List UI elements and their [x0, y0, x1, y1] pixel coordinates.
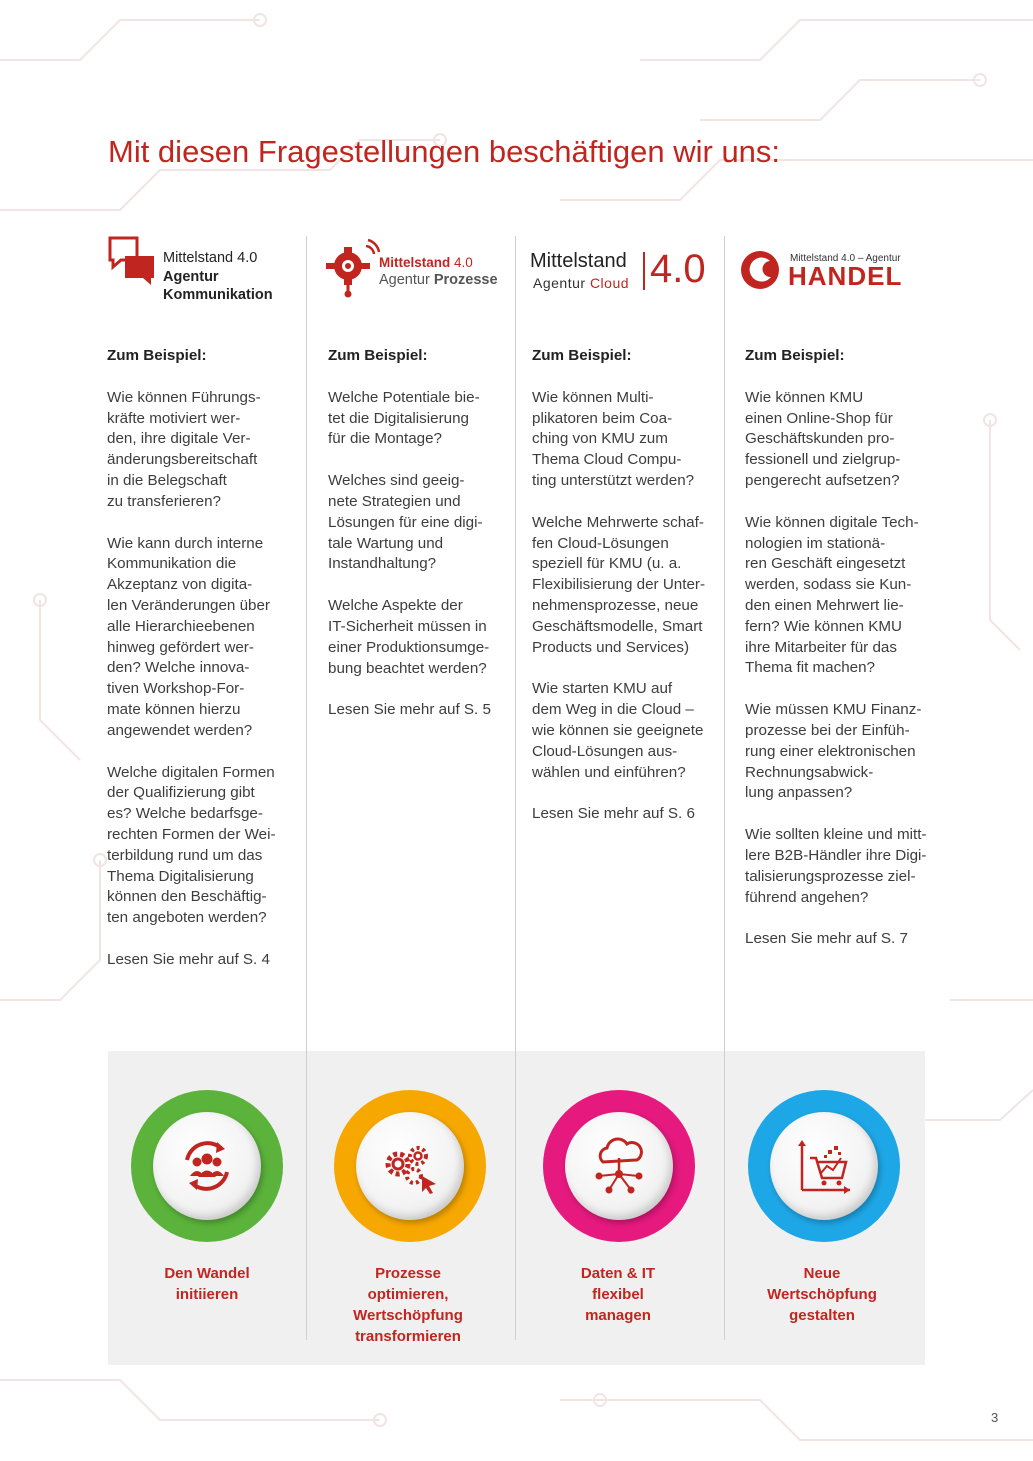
logo-prozesse-version: 4.0: [454, 255, 473, 270]
column-divider-2: [515, 236, 516, 1340]
column-paragraph: Wie starten KMU auf dem Weg in die Cloud – wie können sie geeignete Cloud-Lösungen aus- wählen und einführen?: [532, 680, 704, 781]
page-title: Mit diesen Fragestellungen beschäftigen wir uns:: [108, 134, 781, 169]
cart-chart-icon: [794, 1136, 854, 1196]
column-paragraph: Wie kann durch interne Kommunikation die Akzeptanz von digita- len Veränderungen über alle Hierarchieebenen hinweg gefördert wer- den? Welche innova- tiven Workshop-For- mate können hierzu angewendet werden?: [107, 534, 270, 739]
logo-kommunikation-line1: Mittelstand 4.0: [163, 250, 258, 266]
caption-wandel: Den Wandel initiieren: [164, 1265, 250, 1303]
circle-wandel: [131, 1090, 283, 1242]
column-paragraph: Welche Potentiale bie- tet die Digitalisierung für die Montage?: [328, 388, 480, 448]
circle-prozesse: [334, 1090, 486, 1242]
read-more-text: Lesen Sie mehr auf S. 4: [107, 950, 270, 968]
column-divider-3: [724, 236, 725, 1340]
column-paragraph: Welches sind geeig- nete Strategien und Lösungen für eine digi- tale Wartung und Instandhaltung?: [328, 472, 483, 573]
logo-cloud-prefix: Agentur: [533, 275, 586, 291]
column-paragraph: Wie können digitale Tech- nologien im stationä- ren Geschäft eingesetzt werden, sodass sie Kun- den einen Mehrwert lie- fern? Wie können KMU ihre Mitarbeiter für das Thema fit machen?: [745, 513, 919, 677]
logo-handel: [740, 250, 910, 290]
column-label: Zum Beispiel:: [532, 347, 632, 364]
logo-kommunikation-line3: Kommunikation: [163, 287, 273, 303]
circle-cloud: [543, 1090, 695, 1242]
column-paragraph: Wie können Multi- plikatoren beim Coa- ching von KMU zum Thema Cloud Compu- ting unterstützt werden?: [532, 388, 695, 489]
logo-cloud-name: Cloud: [589, 275, 630, 291]
logo-prozesse-name: Prozesse: [433, 272, 498, 288]
column-paragraph: Welche Aspekte der IT-Sicherheit müssen in einer Produktionsumge- bung beachtet werden?: [328, 597, 490, 677]
column-paragraph: Wie müssen KMU Finanz- prozesse bei der Einfüh- rung einer elektronischen Rechnungsabwick- lung anpassen?: [745, 701, 922, 802]
logo-cloud: [530, 246, 710, 296]
page-number: 3: [991, 1410, 999, 1425]
read-more-text: Lesen Sie mehr auf S. 6: [532, 805, 695, 823]
read-more-text: Lesen Sie mehr auf S. 5: [328, 701, 491, 719]
column-label: Zum Beispiel:: [107, 347, 207, 364]
column-paragraph: Welche digitalen Formen der Qualifizierung gibt es? Welche bedarfsge- rechten Formen der Wei- terbildung rund um das Thema Digitalisierung können den Beschäftig- ten angeboten werden?: [107, 763, 276, 927]
logo-handel-top: Mittelstand 4.0 – Agentur: [790, 253, 901, 264]
logo-prozesse-brand: Mittelstand: [379, 255, 451, 270]
column-label: Zum Beispiel:: [328, 347, 428, 364]
gears-cursor-icon: [380, 1136, 440, 1196]
column-handel: [745, 346, 945, 950]
logo-cloud-version: 4.0: [650, 247, 706, 291]
caption-handel: Neue Wertschöpfung gestalten: [767, 1265, 877, 1324]
column-paragraph: Wie können KMU einen Online-Shop für Geschäftskunden pro- fessionell und zielgrup- pengerecht aufsetzen?: [745, 388, 901, 489]
column-divider-1: [306, 236, 307, 1340]
logo-kommunikation: [107, 234, 287, 304]
people-cycle-icon: [177, 1136, 237, 1196]
logo-handel-name: HANDEL: [788, 261, 903, 291]
logo-cloud-brand: Mittelstand: [530, 250, 627, 272]
logo-kommunikation-line2: Agentur: [163, 269, 219, 285]
logo-cloud-divider: [643, 252, 645, 290]
caption-prozesse: Prozesse optimieren, Wertschöpfung transformieren: [353, 1265, 463, 1345]
column-paragraph: Welche Mehrwerte schaf- fen Cloud-Lösungen speziell für KMU (u. a. Flexibilisierung der Unter- nehmensprozesse, neue Geschäftsmodelle, Smart Products und Services): [532, 513, 706, 656]
column-cloud: [532, 346, 722, 825]
caption-cloud: Daten & IT flexibel managen: [580, 1265, 656, 1324]
circle-handel: [748, 1090, 900, 1242]
handel-swirl-icon: [740, 250, 782, 290]
column-paragraph: Wie können Führungs- kräfte motiviert wer- den, ihre digitale Ver- änderungsbereitschaft in die Belegschaft zu transferieren?: [107, 388, 261, 510]
speech-bubbles-icon: [107, 234, 159, 286]
column-label: Zum Beispiel:: [745, 347, 845, 364]
column-paragraph: Wie sollten kleine und mitt- lere B2B-Händler ihre Digi- talisierungsprozesse ziel- führend angehen?: [745, 826, 927, 906]
logo-prozesse: [322, 236, 512, 300]
read-more-text: Lesen Sie mehr auf S. 7: [745, 930, 908, 948]
cloud-network-icon: [589, 1136, 649, 1196]
robot-gear-icon: [322, 236, 380, 298]
column-kommunikation: [107, 346, 302, 971]
column-prozesse: [328, 346, 512, 721]
logo-prozesse-prefix: Agentur: [379, 272, 430, 288]
